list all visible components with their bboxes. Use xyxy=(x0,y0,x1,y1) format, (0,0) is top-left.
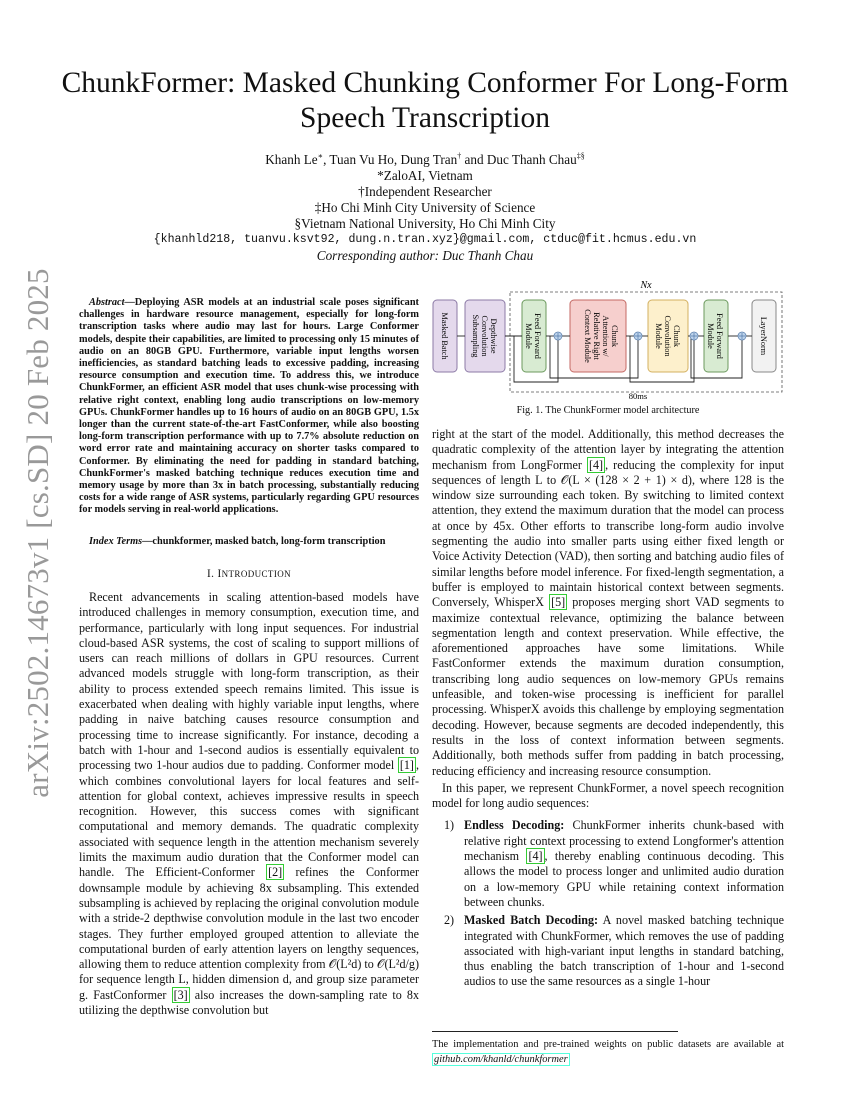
right-text-1: right at the start of the model. Additionally, this method decreases the quadratic complexity of the attention layer by integrating the attention mechanism from LongFormer xyxy=(432,427,784,472)
list-head: Endless Decoding: xyxy=(464,818,565,833)
convolution-label: ChunkConvolutionModule xyxy=(654,315,681,357)
abstract-text: —Deploying ASR models at an industrial scale poses significant challenges in hardware resource management, especially for long-form transcription tasks where audio may last for hours. Large Conformer models, despite their capabilities, are limited to processing only 15 minutes of audio on an 80GB GPU. Furthermore, variable input lengths worsen inefficiencies, as standard batching leads to excessive padding, increasing resource consumption and execution time. To address this, we introduce ChunkFormer, an efficient ASR model that uses chunk-wise processing with relative right context, enabling long audio transcriptions on low-memory GPUs. ChunkFormer handles up to 16 hours of audio on an 80GB GPU, 1.5x longer than the current state-of-the-art FastConformer, while also boosting long-form transcription performance with up to 7.7% absolute reduction on word error rate and maintaining accuracy on shorter tasks compared to Conformer. By eliminating the need for padding in standard batching, ChunkFormer's masked batching technique reduces execution time and memory usage by more than 3x in batch processing, substantially reducing costs for a wide range of ASR systems, particularly regarding GPU resources for models serving in real-world applications. xyxy=(79,297,419,516)
repo-link[interactable]: github.com/khanld/chunkformer xyxy=(434,1054,568,1065)
ff2-label: Feed ForwardModule xyxy=(706,313,724,359)
intro-text-4: also increases the down-sampling rate to 8x utilizing the depthwise convolution but xyxy=(79,987,420,1018)
affiliation-2: †Independent Researcher xyxy=(358,184,492,199)
citation-4[interactable]: [4] xyxy=(588,457,604,472)
footnote-text: The implementation and pre-trained weights on public datasets are available at xyxy=(432,1039,784,1050)
citation-5[interactable]: [5] xyxy=(551,595,566,610)
list-text-2: , thereby enabling continuous decoding. This allows the model to process longer and unlimited audio duration on a low-memory GPU while retaining context information between chunks. xyxy=(464,849,784,909)
intro-text-3: refines the Conformer downsample module by achieving 8x subsampling. This extended subsampling is achieved by replacing the original convolution module with a stride-2 depthwise convolution module in the last two encoder stages. They further employed grouped attention to alleviate the computational burden of early attention layers on lengthy sequences, allowing them to reduce attention complexity from 𝒪(L²d) to 𝒪(L²d/g) for sequence length L, hidden dimension d, and group size parameter g. FastConformer xyxy=(79,865,420,1002)
affiliation-1: *ZaloAI, Vietnam xyxy=(377,168,473,183)
index-terms xyxy=(79,536,419,548)
nx-frame xyxy=(510,292,782,392)
footnote xyxy=(432,1037,784,1067)
masked-batch-label: Masked Batch xyxy=(440,312,449,360)
citation-3[interactable]: [3] xyxy=(173,987,188,1002)
list-text: A novel masked batching technique integrated with ChunkFormer, which removes the use of padding associated with high-variant input lengths in standard batching, thus enabling the batch transcription of 1-hour and 1-second audios to use the same resources as a single 1-hour xyxy=(464,913,785,989)
list-item xyxy=(444,818,784,910)
author-names: Khanh Le∗, Tuan Vu Ho, Dung Tran† and Duc Thanh Chau‡§ xyxy=(265,151,585,167)
affiliation-4: §Vietnam National University, Ho Chi Minh City xyxy=(294,216,556,231)
list-head: Masked Batch Decoding: xyxy=(464,913,599,928)
citation-2[interactable]: [2] xyxy=(268,865,283,880)
subsampling-label: DepthwiseConvolutionSubsampling xyxy=(471,314,498,358)
index-terms-text: —chunkformer, masked batch, long-form transcription xyxy=(142,536,386,547)
list-item xyxy=(444,913,785,989)
paper-title: ChunkFormer: Masked Chunking Conformer For Long-Form Speech Transcription xyxy=(61,67,789,134)
citation-4b[interactable]: [4] xyxy=(528,849,543,864)
contribution-intro: In this paper, we represent ChunkFormer, a novel speech recognition model for long audio sequences: xyxy=(432,780,784,811)
intro-body xyxy=(79,590,419,1018)
right-column xyxy=(432,427,784,993)
duration-label: 80ms xyxy=(628,391,648,401)
nx-label: Nx xyxy=(640,280,652,291)
index-terms-head: Index Terms xyxy=(89,536,143,547)
list-text: ChunkFormer inherits chunk-based with relative right context processing to extend Longformer's attention mechanism xyxy=(464,818,784,864)
section-heading-introduction: I. INTRODUCTION xyxy=(206,568,292,580)
footnote-rule xyxy=(432,1031,678,1032)
contribution-list xyxy=(432,818,784,989)
layernorm-label: LayerNorm xyxy=(759,316,768,356)
citation-1[interactable]: [1] xyxy=(399,758,414,773)
affiliation-3: ‡Ho Chi Minh City University of Science xyxy=(314,200,536,215)
author-block xyxy=(60,152,790,264)
figure-caption: Fig. 1. The ChunkFormer model architecture xyxy=(516,405,700,416)
author-emails: {khanhld218, tuanvu.ksvt92, dung.n.tran.xyz}@gmail.com, ctduc@fit.hcmus.edu.vn xyxy=(153,233,697,246)
abstract-head: Abstract xyxy=(89,297,125,308)
corresponding-author: Corresponding author: Duc Thanh Chau xyxy=(316,248,534,263)
right-text-3: proposes merging short VAD segments to maximize contextual relevance, optimizing the balance between segmentation length and context preservation. While effective, the aforementioned approaches have some limitations. While FastConformer extends the maximum duration consumption, transcribing long audio sequences on low-memory GPUs remains unfeasible, and token-wise processing is inefficient for parallel processing. WhisperX avoids this challenge by employing segmentation decoding. However, because segments are decoded independently, this results in the loss of context information between segments. Additionally, both methods suffer from padding in batch processing, reducing efficiency and increasing resource consumption. xyxy=(432,595,785,778)
intro-text-2: , which combines convolutional layers for local features and self-attention for global context, achieves impressive results in speech recognition. However, this success comes with significant computational and memory demands. The quadratic complexity associated with sequence length in the attention mechanism severely limits the maximum audio duration that the Conformer model can handle. The Efficient-Conformer xyxy=(79,758,419,880)
abstract xyxy=(79,297,419,517)
attention-label: ChunkAttention w/Relative RightContext Module xyxy=(583,309,619,363)
ff1-label: Feed ForwardModule xyxy=(524,313,542,359)
list-number: 2) xyxy=(444,913,455,928)
intro-text-1: Recent advancements in scaling attention-based models have introduced challenges in memory consumption, execution time, and performance, particularly with long input sequences. For industrial cloud-based ASR systems, the cost of scaling to support millions of users can reach millions of dollars in GPU resources. Current advanced models struggle with long-form transcription, as their ability to process extended speech remains limited. This issue is exacerbated when dealing with highly variable input lengths, where padding in naive batching causes resource consumption and processing time to increase significantly. For instance, decoding a batch with 1-hour and 1-second audios is essentially equivalent to processing two 1-hour audios due to padding. Conformer model xyxy=(79,590,419,773)
list-number: 1) xyxy=(444,818,455,833)
arxiv-id: arXiv:2502.14673v1 [cs.SD] 20 Feb 2025 xyxy=(20,268,55,798)
right-text-2: , reducing the complexity for input sequences of length L to 𝒪(L × (128 × 2 + 1) × d), where 128 is the window size surrounding each token. By switching to limited context attention, they extend the maximum duration that the model can process at once by 45x. Other efforts to transcribe long-form audio involve segmenting the audio into smaller parts using either fixed length or Voice Activity Detection (VAD), then sorting and batching audio files of similar lengths before model inference. For fixed-length segmentation, a buffer is employed to maintain historical context between segments. Conversely, WhisperX xyxy=(432,457,784,610)
architecture-figure xyxy=(432,278,784,404)
arxiv-side-label xyxy=(14,268,62,798)
